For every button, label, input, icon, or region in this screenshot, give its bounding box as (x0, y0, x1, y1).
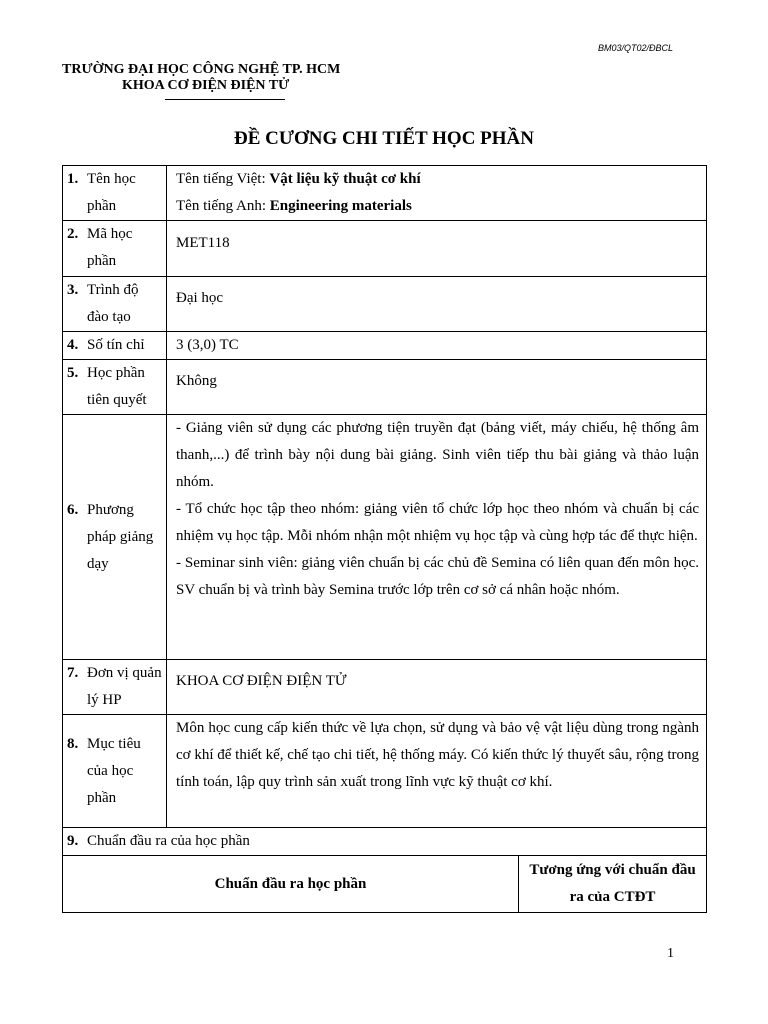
row-label: Số tín chỉ (87, 337, 145, 353)
row-clo-header (63, 856, 707, 913)
form-code: BM03/QT02/ĐBCL (597, 43, 673, 53)
managing-unit: KHOA CƠ ĐIỆN ĐIỆN TỬ (176, 673, 347, 689)
row-label: Phương pháp giảng dạy (87, 501, 154, 572)
university-name: TRƯỜNG ĐẠI HỌC CÔNG NGHỆ TP. HCM (62, 62, 341, 77)
method-paragraph: - Giảng viên sử dụng các phương tiện truyền đạt (bảng viết, máy chiếu, hệ thống âm thanh,...) để trình bày nội dung bài giảng. Sinh viên tiếp thu bài giảng và thảo luận nhóm. (176, 420, 700, 490)
vietnamese-name: Tên tiếng Việt: Vật liệu kỹ thuật cơ khí (176, 171, 421, 187)
row-label: Trình độ đào tạo (87, 282, 139, 325)
document-title: ĐỀ CƯƠNG CHI TIẾT HỌC PHẦN (234, 128, 534, 149)
credits: 3 (3,0) TC (176, 337, 239, 353)
method-paragraph: - Seminar sinh viên: giảng viên chuẩn bị các chủ đề Semina có liên quan đến môn học. SV chuẩn bị và trình bày Semina trước lớp trên cơ sở cá nhân hoặc nhóm. (176, 555, 700, 598)
row-learning-outcomes: 9. Chuẩn đầu ra của học phần (63, 828, 707, 856)
row-course-code: 2. Mã học phần MET118 (63, 221, 707, 277)
clo-column-header: Chuẩn đầu ra học phần (214, 875, 367, 892)
course-objective: Môn học cung cấp kiến thức về lựa chọn, sử dụng và bảo vệ vật liệu dùng trong ngành cơ khí để thiết kế, chế tạo chi tiết, hệ thống máy. Có kiến thức lý thuyết sâu, rộng trong tính toán, lập quy trình sản xuất trong lĩnh vực kỹ thuật cơ khí. (176, 720, 700, 790)
header-underline (165, 99, 285, 100)
row-label: Tên học phần (87, 171, 136, 214)
prerequisite: Không (176, 373, 217, 389)
row-label: Mục tiêu của học phần (87, 735, 141, 806)
row-credits: 4. Số tín chỉ 3 (3,0) TC (63, 332, 707, 360)
row-label: Mã học phần (87, 226, 133, 269)
row-number: 1. (67, 171, 79, 187)
course-outline-table (62, 165, 707, 913)
method-paragraph: - Tổ chức học tập theo nhóm: giảng viên tổ chức lớp học theo nhóm và chuẩn bị các nhiệm vụ học tập. Mỗi nhóm nhận một nhiệm vụ học tập và cùng hợp tác để thực hiện. (176, 501, 700, 544)
row-managing-unit: 7. Đơn vị quản lý HP KHOA CƠ ĐIỆN ĐIỆN TỬ (63, 660, 707, 715)
row-education-level: 3. Trình độ đào tạo Đại học (63, 277, 707, 332)
page-number: 1 (667, 946, 674, 961)
row-course-objective: 8. Mục tiêu của học phần Môn học cung cấp kiến thức về lựa chọn, sử dụng và bảo vệ vật liệu dùng trong ngành cơ khí để thiết kế, chế tạo chi tiết, hệ thống máy. Có kiến thức lý thuyết sâu, rộng trong tính toán, lập quy trình sản xuất trong lĩnh vực kỹ thuật cơ khí. (63, 715, 707, 828)
row-course-name (63, 166, 707, 221)
row-prerequisite: 5. Học phần tiên quyết Không (63, 360, 707, 415)
plo-column-header: Tương ứng với chuẩn đầu ra của CTĐT (529, 862, 696, 905)
education-level: Đại học (176, 290, 224, 306)
english-name: Tên tiếng Anh: Engineering materials (176, 198, 412, 214)
row-label: Chuẩn đầu ra của học phần (87, 833, 250, 849)
row-label: Học phần tiên quyết (87, 365, 147, 408)
faculty-name: KHOA CƠ ĐIỆN ĐIỆN TỬ (122, 78, 290, 93)
row-teaching-method: 6. Phương pháp giảng dạy - Giảng viên sử dụng các phương tiện truyền đạt (bảng viết, máy chiếu, hệ thống âm thanh,...) để trình bày nội dung bài giảng. Sinh viên tiếp thu bài giảng và thảo luận nhóm. - Tổ chức học tập theo nhóm: giảng viên tổ chức lớp học theo nhóm và chuẩn bị các nhiệm vụ học tập. Mỗi nhóm nhận một nhiệm vụ học tập và cùng hợp tác để thực hiện. - Seminar sinh viên: giảng viên chuẩn bị các chủ đề Semina có liên quan đến môn học. SV chuẩn bị và trình bày Semina trước lớp trên cơ sở cá nhân hoặc nhóm. (63, 415, 707, 660)
course-code: MET118 (176, 235, 230, 251)
row-label: Đơn vị quản lý HP (87, 665, 162, 708)
